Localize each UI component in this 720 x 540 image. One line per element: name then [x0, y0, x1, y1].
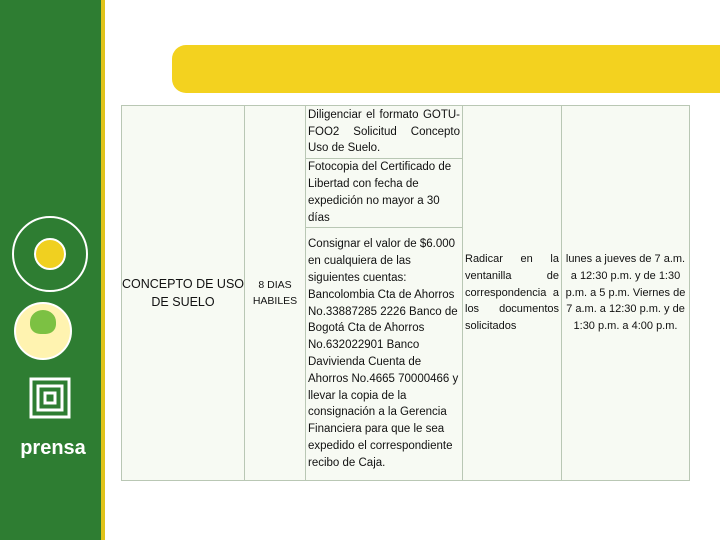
requisito-3: Consignar el valor de $6.000 en cualquiera de las siguientes cuentas: Bancolombia Cta de Ahorros No.33887285 2226 Banco de Bogotá Cta de Ahorros No.632022901 Banco Davivienda Cuenta de Ahorros No.4665 70000466 y llevar la copia de la consignación a la Gerencia Financiera para que le sea expedido el correspondiente recibo de Caja. [306, 228, 463, 481]
tramite-table [121, 105, 690, 481]
horario-cell: lunes a jueves de 7 a.m. a 12:30 p.m. y de 1:30 p.m. a 5 p.m. Viernes de 7 a.m. a 12:30 p.m. y de 1:30 p.m. a 4:00 p.m. [562, 106, 690, 481]
seal-emblem-icon [34, 238, 66, 270]
badge-mark-icon [30, 310, 56, 334]
tocancipa-badge-icon [14, 302, 72, 360]
prensa-logo: prensa [20, 437, 86, 459]
municipio-seal-icon [12, 216, 88, 292]
requisito-1: Diligenciar el formato GOTU-FOO2 Solicitud Concepto Uso de Suelo. [306, 106, 463, 159]
donde-cell: Radicar en la ventanilla de correspondencia a los documentos solicitados [463, 106, 562, 481]
sidebar-accent-border [101, 0, 105, 540]
header-accent-bar [172, 45, 720, 93]
plazo-cell: 8 DIAS HABILES [245, 106, 306, 481]
labyrinth-icon [28, 376, 72, 420]
sidebar [0, 0, 101, 540]
concepto-cell: CONCEPTO DE USO DE SUELO [122, 106, 245, 481]
requisito-2: Fotocopia del Certificado de Libertad con fecha de expedición no mayor a 30 días [306, 159, 463, 228]
